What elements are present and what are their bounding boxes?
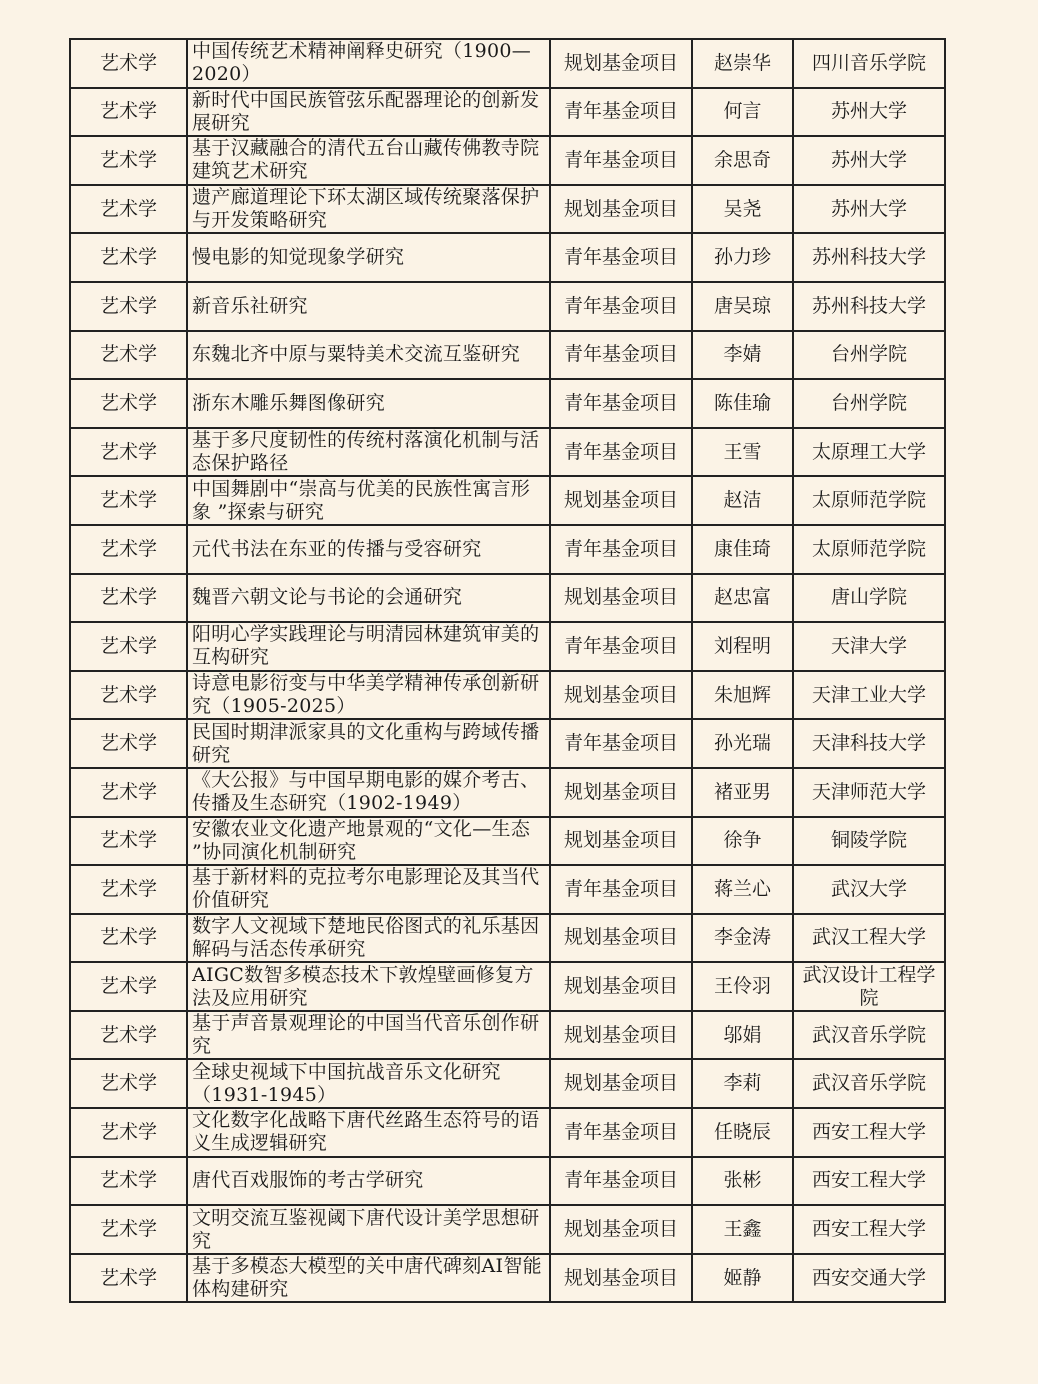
table-row <box>70 914 945 963</box>
discipline-cell: 艺术学 <box>70 525 187 574</box>
project-type-cell: 青年基金项目 <box>550 865 692 914</box>
project-type-cell: 规划基金项目 <box>550 574 692 623</box>
project-type-cell: 规划基金项目 <box>550 185 692 234</box>
project-title-cell: 基于多模态大模型的关中唐代碑刻AI智能体构建研究 <box>187 1254 550 1303</box>
table-row <box>70 1254 945 1303</box>
institution-cell: 台州学院 <box>793 331 945 380</box>
table-row <box>70 88 945 137</box>
project-leader-cell: 刘程明 <box>692 622 793 671</box>
project-leader-cell: 蒋兰心 <box>692 865 793 914</box>
discipline-cell: 艺术学 <box>70 1254 187 1303</box>
project-leader-cell: 朱旭辉 <box>692 671 793 720</box>
project-title-cell: 新时代中国民族管弦乐配器理论的创新发展研究 <box>187 88 550 137</box>
discipline-cell: 艺术学 <box>70 136 187 185</box>
table-row <box>70 39 945 88</box>
project-type-cell: 规划基金项目 <box>550 1205 692 1254</box>
project-title-cell: 魏晋六朝文论与书论的会通研究 <box>187 574 550 623</box>
project-type-cell: 青年基金项目 <box>550 1157 692 1206</box>
project-leader-cell: 何言 <box>692 88 793 137</box>
discipline-cell: 艺术学 <box>70 282 187 331</box>
table-row <box>70 962 945 1011</box>
project-title-cell: 基于汉藏融合的清代五台山藏传佛教寺院建筑艺术研究 <box>187 136 550 185</box>
project-type-cell: 青年基金项目 <box>550 1108 692 1157</box>
project-title-cell: 基于新材料的克拉考尔电影理论及其当代价值研究 <box>187 865 550 914</box>
table-row <box>70 1108 945 1157</box>
project-type-cell: 青年基金项目 <box>550 428 692 477</box>
table-row <box>70 719 945 768</box>
project-title-cell: 文明交流互鉴视阈下唐代设计美学思想研究 <box>187 1205 550 1254</box>
discipline-cell: 艺术学 <box>70 1059 187 1108</box>
project-leader-cell: 任晓辰 <box>692 1108 793 1157</box>
discipline-cell: 艺术学 <box>70 185 187 234</box>
project-leader-cell: 余思奇 <box>692 136 793 185</box>
project-leader-cell: 姬静 <box>692 1254 793 1303</box>
discipline-cell: 艺术学 <box>70 1011 187 1060</box>
project-title-cell: 基于多尺度韧性的传统村落演化机制与活态保护路径 <box>187 428 550 477</box>
project-type-cell: 规划基金项目 <box>550 1011 692 1060</box>
project-title-cell: 东魏北齐中原与粟特美术交流互鉴研究 <box>187 331 550 380</box>
discipline-cell: 艺术学 <box>70 88 187 137</box>
project-type-cell: 规划基金项目 <box>550 39 692 88</box>
project-title-cell: 中国传统艺术精神阐释史研究（1900—2020） <box>187 39 550 88</box>
table-row <box>70 574 945 623</box>
discipline-cell: 艺术学 <box>70 1108 187 1157</box>
project-title-cell: AIGC数智多模态技术下敦煌壁画修复方法及应用研究 <box>187 962 550 1011</box>
project-type-cell: 青年基金项目 <box>550 622 692 671</box>
discipline-cell: 艺术学 <box>70 233 187 282</box>
project-type-cell: 青年基金项目 <box>550 719 692 768</box>
project-leader-cell: 孙力珍 <box>692 233 793 282</box>
project-leader-cell: 褚亚男 <box>692 768 793 817</box>
project-title-cell: 民国时期津派家具的文化重构与跨域传播研究 <box>187 719 550 768</box>
discipline-cell: 艺术学 <box>70 865 187 914</box>
project-title-cell: 安徽农业文化遗产地景观的“文化—生态 ”协同演化机制研究 <box>187 817 550 866</box>
project-type-cell: 规划基金项目 <box>550 817 692 866</box>
project-type-cell: 青年基金项目 <box>550 379 692 428</box>
institution-cell: 太原师范学院 <box>793 525 945 574</box>
project-type-cell: 规划基金项目 <box>550 768 692 817</box>
discipline-cell: 艺术学 <box>70 476 187 525</box>
institution-cell: 苏州大学 <box>793 88 945 137</box>
table-row <box>70 331 945 380</box>
project-title-cell: 元代书法在东亚的传播与受容研究 <box>187 525 550 574</box>
table-row <box>70 622 945 671</box>
project-leader-cell: 李莉 <box>692 1059 793 1108</box>
project-leader-cell: 赵崇华 <box>692 39 793 88</box>
institution-cell: 武汉工程大学 <box>793 914 945 963</box>
table-row <box>70 817 945 866</box>
table-row <box>70 1011 945 1060</box>
institution-cell: 西安交通大学 <box>793 1254 945 1303</box>
table-row <box>70 1059 945 1108</box>
discipline-cell: 艺术学 <box>70 768 187 817</box>
project-title-cell: 诗意电影衍变与中华美学精神传承创新研究（1905-2025） <box>187 671 550 720</box>
project-title-cell: 新音乐社研究 <box>187 282 550 331</box>
institution-cell: 唐山学院 <box>793 574 945 623</box>
project-type-cell: 规划基金项目 <box>550 476 692 525</box>
project-leader-cell: 孙光瑞 <box>692 719 793 768</box>
institution-cell: 天津科技大学 <box>793 719 945 768</box>
institution-cell: 西安工程大学 <box>793 1205 945 1254</box>
table-row <box>70 233 945 282</box>
project-title-cell: 唐代百戏服饰的考古学研究 <box>187 1157 550 1206</box>
project-title-cell: 文化数字化战略下唐代丝路生态符号的语义生成逻辑研究 <box>187 1108 550 1157</box>
project-title-cell: 遗产廊道理论下环太湖区域传统聚落保护与开发策略研究 <box>187 185 550 234</box>
project-table <box>69 38 946 1303</box>
institution-cell: 四川音乐学院 <box>793 39 945 88</box>
project-leader-cell: 张彬 <box>692 1157 793 1206</box>
project-title-cell: 慢电影的知觉现象学研究 <box>187 233 550 282</box>
project-leader-cell: 赵洁 <box>692 476 793 525</box>
discipline-cell: 艺术学 <box>70 671 187 720</box>
discipline-cell: 艺术学 <box>70 622 187 671</box>
project-title-cell: 中国舞剧中“崇高与优美的民族性寓言形象 ”探索与研究 <box>187 476 550 525</box>
discipline-cell: 艺术学 <box>70 39 187 88</box>
project-title-cell: 浙东木雕乐舞图像研究 <box>187 379 550 428</box>
project-title-cell: 数字人文视域下楚地民俗图式的礼乐基因解码与活态传承研究 <box>187 914 550 963</box>
discipline-cell: 艺术学 <box>70 962 187 1011</box>
table-row <box>70 671 945 720</box>
institution-cell: 西安工程大学 <box>793 1157 945 1206</box>
institution-cell: 铜陵学院 <box>793 817 945 866</box>
institution-cell: 太原师范学院 <box>793 476 945 525</box>
project-leader-cell: 徐争 <box>692 817 793 866</box>
table-row <box>70 865 945 914</box>
discipline-cell: 艺术学 <box>70 428 187 477</box>
project-leader-cell: 王鑫 <box>692 1205 793 1254</box>
project-type-cell: 规划基金项目 <box>550 1254 692 1303</box>
project-type-cell: 规划基金项目 <box>550 1059 692 1108</box>
discipline-cell: 艺术学 <box>70 1157 187 1206</box>
table-row <box>70 476 945 525</box>
project-type-cell: 规划基金项目 <box>550 962 692 1011</box>
project-leader-cell: 康佳琦 <box>692 525 793 574</box>
project-title-cell: 阳明心学实践理论与明清园林建筑审美的互构研究 <box>187 622 550 671</box>
table-row <box>70 282 945 331</box>
discipline-cell: 艺术学 <box>70 719 187 768</box>
institution-cell: 西安工程大学 <box>793 1108 945 1157</box>
discipline-cell: 艺术学 <box>70 817 187 866</box>
project-leader-cell: 赵忠富 <box>692 574 793 623</box>
project-type-cell: 青年基金项目 <box>550 88 692 137</box>
table-row <box>70 525 945 574</box>
project-type-cell: 青年基金项目 <box>550 136 692 185</box>
project-leader-cell: 李金涛 <box>692 914 793 963</box>
institution-cell: 苏州科技大学 <box>793 282 945 331</box>
institution-cell: 武汉大学 <box>793 865 945 914</box>
institution-cell: 太原理工大学 <box>793 428 945 477</box>
table-body <box>70 39 945 1302</box>
institution-cell: 天津工业大学 <box>793 671 945 720</box>
institution-cell: 武汉音乐学院 <box>793 1011 945 1060</box>
discipline-cell: 艺术学 <box>70 331 187 380</box>
project-leader-cell: 李婧 <box>692 331 793 380</box>
table-row <box>70 136 945 185</box>
project-type-cell: 青年基金项目 <box>550 331 692 380</box>
table-row <box>70 428 945 477</box>
project-title-cell: 基于声音景观理论的中国当代音乐创作研究 <box>187 1011 550 1060</box>
table-row <box>70 185 945 234</box>
project-type-cell: 规划基金项目 <box>550 914 692 963</box>
table-row <box>70 379 945 428</box>
project-title-cell: 《大公报》与中国早期电影的媒介考古、传播及生态研究（1902-1949） <box>187 768 550 817</box>
institution-cell: 天津大学 <box>793 622 945 671</box>
table-row <box>70 1157 945 1206</box>
discipline-cell: 艺术学 <box>70 1205 187 1254</box>
institution-cell: 天津师范大学 <box>793 768 945 817</box>
project-title-cell: 全球史视域下中国抗战音乐文化研究（1931-1945） <box>187 1059 550 1108</box>
project-leader-cell: 陈佳瑜 <box>692 379 793 428</box>
institution-cell: 武汉音乐学院 <box>793 1059 945 1108</box>
institution-cell: 苏州科技大学 <box>793 233 945 282</box>
project-leader-cell: 唐吴琼 <box>692 282 793 331</box>
table-row <box>70 768 945 817</box>
project-type-cell: 规划基金项目 <box>550 671 692 720</box>
institution-cell: 台州学院 <box>793 379 945 428</box>
project-type-cell: 青年基金项目 <box>550 282 692 331</box>
discipline-cell: 艺术学 <box>70 574 187 623</box>
project-type-cell: 青年基金项目 <box>550 525 692 574</box>
discipline-cell: 艺术学 <box>70 379 187 428</box>
institution-cell: 苏州大学 <box>793 185 945 234</box>
project-leader-cell: 邬娟 <box>692 1011 793 1060</box>
institution-cell: 苏州大学 <box>793 136 945 185</box>
discipline-cell: 艺术学 <box>70 914 187 963</box>
institution-cell: 武汉设计工程学院 <box>793 962 945 1011</box>
project-type-cell: 青年基金项目 <box>550 233 692 282</box>
table-row <box>70 1205 945 1254</box>
project-leader-cell: 吴尧 <box>692 185 793 234</box>
project-leader-cell: 王伶羽 <box>692 962 793 1011</box>
project-leader-cell: 王雪 <box>692 428 793 477</box>
